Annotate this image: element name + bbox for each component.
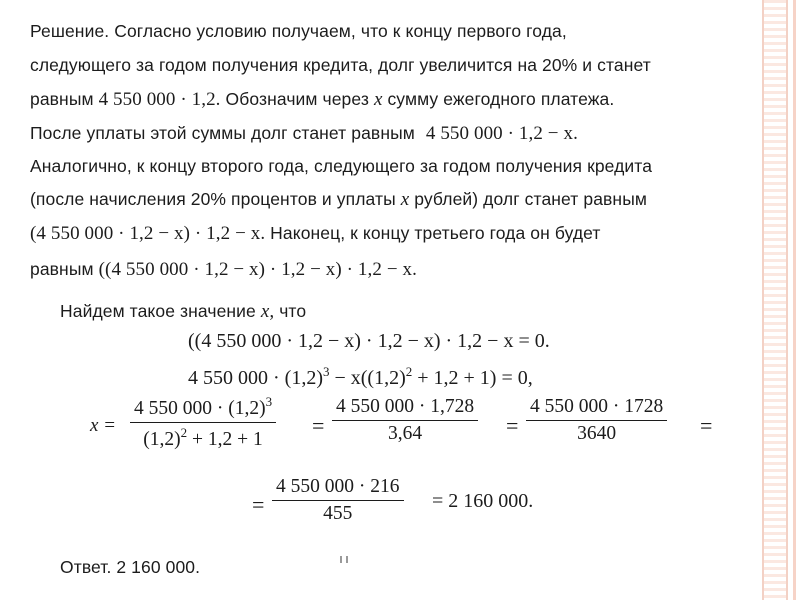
solution-text: следующего за годом получения кредита, долг увеличится на 20% и станет <box>30 55 651 75</box>
lhs-text: x = <box>90 415 117 436</box>
scan-speck <box>346 556 348 563</box>
math-variable: x <box>400 189 410 210</box>
fraction-4-denominator: 455 <box>323 503 353 525</box>
text-line-2 <box>30 52 651 78</box>
exponent: 3 <box>322 364 330 379</box>
final-result <box>432 490 533 513</box>
text-line-3 <box>30 86 614 113</box>
math-expression: (4 550 000 · 1,2 − x) · 1,2 − x. <box>30 223 266 244</box>
text-line-1 <box>30 18 567 44</box>
answer-line <box>60 554 200 580</box>
fraction-4-numerator: 4 550 000 · 216 <box>276 476 400 497</box>
equation-part: 4 550 000 · (1,2) <box>188 367 323 389</box>
equation-2 <box>188 364 533 390</box>
text-fragment: Обозначим через <box>225 89 369 109</box>
lhs-x-equals <box>90 411 116 437</box>
equals-sign: = <box>252 492 265 517</box>
fraction-2-numerator: 4 550 000 · 1,728 <box>336 396 475 417</box>
text-line-6 <box>30 186 647 213</box>
fraction-1-numerator: 4 550 $000 \cdot (1,2)^3$ <box>134 394 273 419</box>
equation-part: − x((1,2) <box>329 367 406 389</box>
text-fragment: равным <box>30 89 94 109</box>
text-fragment: Наконец, к концу третьего года он будет <box>270 223 601 243</box>
fraction-3 <box>526 396 667 445</box>
equals-sign: = <box>700 413 713 438</box>
equation-text: ((4 550 000 · 1,2 − x) · 1,2 − x) · 1,2 − x = 0. <box>188 330 550 352</box>
final-result-text: = 2 160 000. <box>432 490 534 512</box>
solution-intro: Решение. Согласно условию получаем, что к концу первого года, <box>30 21 567 41</box>
text-line-9 <box>60 298 306 325</box>
equals-sign: = <box>506 413 519 438</box>
text-fragment: Аналогично, к концу второго года, следующего за годом получения кредита <box>30 156 653 176</box>
fraction-3-denominator: 3640 <box>577 423 617 445</box>
text-fragment: После уплаты этой суммы долг станет равным <box>30 123 415 143</box>
math-expression: 4 550 000 · 1,2 − x. <box>425 123 578 144</box>
math-variable: x <box>373 89 383 110</box>
decorative-frame-border <box>762 0 788 600</box>
exponent: 2 <box>405 364 413 379</box>
text-line-8 <box>30 256 417 283</box>
answer-text: Ответ. 2 160 000. <box>60 557 201 577</box>
text-fragment: рублей) долг станет равным <box>414 189 648 209</box>
text-line-4 <box>30 120 578 147</box>
equals-sign: = <box>312 413 325 438</box>
scan-speck <box>340 556 342 563</box>
fraction-2 <box>332 396 478 445</box>
math-expression: 4 550 000 · 1,2. <box>98 89 221 110</box>
text-fragment: сумму ежегодного платежа. <box>387 89 615 109</box>
text-line-7 <box>30 220 601 247</box>
text-fragment: (после начисления 20% процентов и уплаты <box>30 189 396 209</box>
equation-1 <box>188 330 550 353</box>
text-line-5 <box>30 153 652 179</box>
math-expression: ((4 550 000 · 1,2 − x) · 1,2 − x) · 1,2 − x. <box>98 259 417 280</box>
text-fragment: что <box>279 301 307 321</box>
decorative-frame-edge <box>793 0 796 600</box>
text-fragment: равным <box>30 259 94 279</box>
equation-part: + 1,2 + 1) = 0, <box>412 367 533 389</box>
math-variable: x, <box>260 301 275 322</box>
fraction-2-denominator: 3,64 <box>388 423 423 445</box>
fraction-3-numerator: 4 550 000 · 1728 <box>530 396 664 417</box>
fraction-4 <box>272 476 404 525</box>
fraction-1-denominator: $(1,2)^2 + 1,2 + 1$ <box>143 425 263 451</box>
text-fragment: Найдем такое значение <box>60 301 256 321</box>
fraction-1 <box>130 394 276 451</box>
